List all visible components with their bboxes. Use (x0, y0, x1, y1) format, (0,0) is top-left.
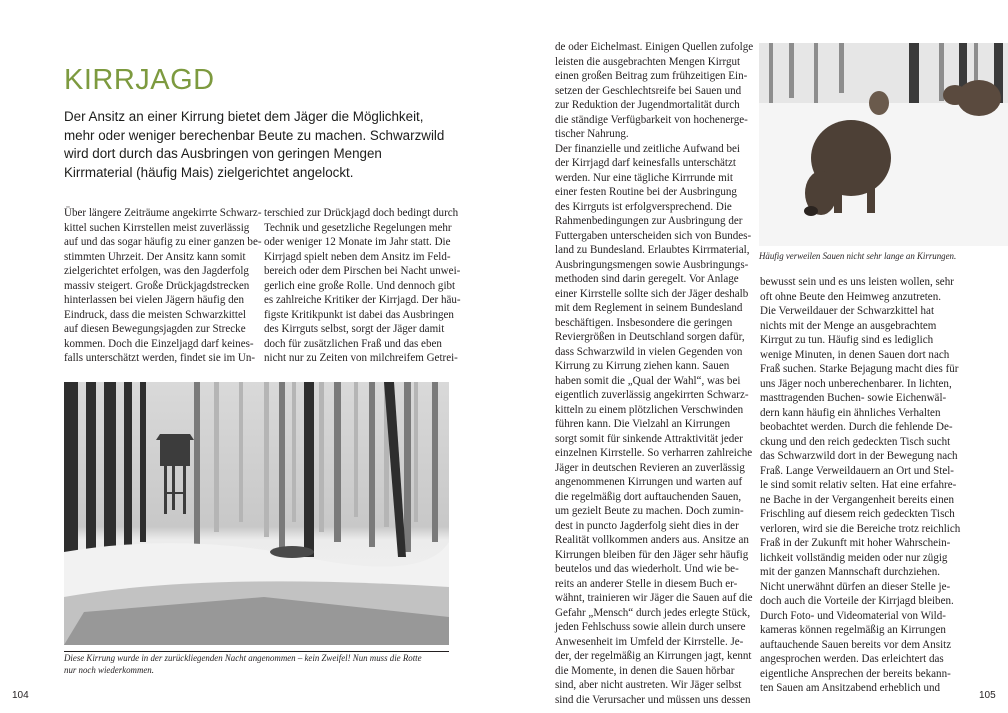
text-line: zielgerichtet erfolgen, was den Jagderfolg (64, 265, 249, 277)
text-column-2 (264, 206, 461, 366)
text-line: uns Jäger noch unberechenbarer. In lichten, (760, 377, 952, 390)
wild-boar-photo (759, 43, 1008, 246)
text-line: verloren, wird sie die Bereiche trotz reichlich (760, 522, 961, 535)
text-line: setzen der Geschlechtsreife bei Sauen und (555, 84, 742, 97)
text-line: einer Kirrstelle sollte sich der Jäger deshalb (555, 287, 749, 300)
text-line: auf und das sogar häufig zu einer ganzen be- (64, 236, 262, 248)
text-line: mit der ganzen Mannschaft durchziehen. (760, 566, 941, 578)
text-line: wähnt, trainieren wir Jäger die Sauen auf die (555, 592, 753, 604)
text-line: dass Schwarzwild in vielen Gegenden von (555, 345, 743, 358)
text-line: Reviergrößen in Deutschland sorgen dafür, (555, 331, 745, 343)
text-line: das Schwarzwild dort in der Bewegung nach (760, 450, 958, 462)
text-line: bereich oder dem Pirschen bei Nacht unwei- (264, 265, 461, 277)
text-line: massiv steigert. Große Drückjagdstrecken (64, 279, 250, 292)
text-line: mit dem Reglement in seinem Bundesland (555, 302, 743, 314)
text-line: sind, aber nicht austreten. Wir Jäger selbst (555, 679, 742, 691)
text-line: ne Bache in der Vergangenheit bereits einen (760, 493, 955, 506)
text-line: oder weniger 12 Monate im Jahr statt. Die (264, 236, 451, 248)
text-line: land zu Bundesland. Erlaubtes Kirrmaterial, (555, 244, 750, 256)
text-column-1 (64, 206, 262, 366)
page-number-right: 105 (979, 690, 996, 701)
photo-caption-right: Häufig verweilen Sauen nicht sehr lange an Kirrungen. (759, 251, 957, 261)
text-line: des Kirrguts ist erfolgversprechend. Die (555, 200, 732, 213)
lead-paragraph: Der Ansitz an einer Kirrung bietet dem Jäger die Möglichkeit, mehr oder weniger berechenbar Beute zu machen. Schwarzwild wird dort durch das Ausbringen von geringen Mengen Kirrmaterial (häufig Mais) zielgerichtet angelockt. (64, 109, 445, 180)
text-line: sind die Verursacher und müssen uns dessen (555, 693, 751, 706)
text-column-3 (555, 40, 754, 707)
text-line: Durch Foto- und Videomaterial von Wild- (760, 609, 946, 622)
text-line: tischer Nahrung. (555, 128, 629, 140)
text-line: stimmten Uhrzeit. Der Ansitz kann somit (64, 250, 246, 263)
text-line: Fraß. Lange Verweildauern an Ort und Stel- (760, 464, 954, 477)
text-line: auftauchende Sauen bereits vor dem Ansitz (760, 638, 952, 651)
text-line: um gezielt Beute zu machen. Doch zumin- (555, 505, 744, 517)
text-line: kameras können regelmäßig an Kirrungen (760, 624, 946, 636)
text-line: terschied zur Drückjagd doch bedingt durch (264, 207, 459, 219)
text-line: einzelnen Kirrstelle. So verharren zahlreiche (555, 447, 753, 459)
text-line: ckung und den reich gedeckten Tisch sucht (760, 435, 951, 448)
text-line: Gefahr „Mensch“ durch jedes erlegte Stück, (555, 606, 751, 619)
wild-boar-illustration (759, 43, 1008, 246)
text-line: beobachtet werden. Durch die fehlende De- (760, 421, 953, 433)
text-line: dest in puncto Jagderfolg sieht dies in der (555, 519, 739, 532)
text-line: Jäger in deutschen Revieren an zuverlässig (555, 461, 745, 474)
text-line: ten Sauen am Ansitzabend erheblich und (760, 682, 941, 694)
text-line: doch auch die Vorteile der Kirrjagd bleiben. (760, 595, 954, 607)
text-line: führen kann. Die Vielzahl an Kirrungen (555, 418, 731, 430)
text-line: zur Reduktion der Jugendmortalität durch (555, 99, 740, 111)
text-line: es zahlreiche Kritiker der Kirrjagd. Der häu- (264, 294, 461, 306)
text-line: jeden Fehlschuss sowie allein durch unsere (555, 621, 746, 633)
text-line: einer festen Routine bei der Ausbringung (555, 186, 737, 198)
text-line: die Momente, in denen die Sauen hörbar (555, 664, 735, 677)
text-line: kitteln zu einem plötzlichen Verschwinden (555, 403, 744, 416)
text-line: Ausbringungsmengen sowie Ausbringungs- (555, 258, 749, 271)
text-line: nicht nur zu Zeiten von milchreifem Getrei- (264, 352, 458, 364)
text-line: der, der regelmäßig an Kirrungen jagt, kennt (555, 650, 752, 662)
text-line: Eindruck, dass die meisten Schwarzkittel (64, 308, 246, 321)
text-line: Technik und gesetzliche Regelungen mehr (264, 221, 452, 234)
text-column-4 (760, 275, 961, 696)
text-line: die regelmäßig dort auftauchenden Sauen, (555, 490, 742, 503)
text-line: nichts mit der Menge an ausgebrachtem (760, 319, 937, 332)
text-line: angenommenen Kirrungen und warten auf (555, 476, 743, 488)
text-line: figste Kritikpunkt ist dabei das Ausbringen (264, 308, 454, 321)
text-line: Kirrungen bleiben für den Jäger sehr häufig (555, 548, 749, 561)
text-line: auf diesen Bewegungsjagden zur Strecke (64, 323, 246, 335)
text-line: Rahmenbedingungen zur Ausbringung der (555, 215, 743, 227)
text-line: kittel suchen Kirrstellen meist zuverlässig (64, 221, 250, 234)
text-line: le sind somit relativ selten. Hat eine erfahre- (760, 479, 957, 491)
text-line: eigentliche Ansprechen der bereits bekann- (760, 667, 951, 680)
text-line: Anwesenheit im Umfeld der Kirrstelle. Je- (555, 635, 744, 648)
text-line: Fraß suchen. Starke Bejagung macht dies für (760, 363, 959, 375)
text-line: masttragenden Buchen- sowie Eichenwäl- (760, 392, 947, 404)
text-line: werden. Nur eine tägliche Kirrrunde mit (555, 171, 733, 184)
text-line: Die Verweildauer der Schwarzkittel hat (760, 305, 935, 317)
forest-hide-photo (64, 382, 449, 645)
text-line: wenige Minuten, in denen Sauen dort nach (760, 348, 950, 361)
text-line: falls unterschätzt werden, findet sie im Un- (64, 352, 256, 364)
text-line: beschäftigen. Insbesondere die geringen (555, 316, 733, 329)
page-number-left: 104 (12, 690, 29, 701)
text-line: Der finanzielle und zeitliche Aufwand bei (555, 142, 740, 155)
text-line: sorgt somit für sinkende Attraktivität jeder (555, 432, 743, 445)
chapter-title: KIRRJAGD (64, 64, 215, 96)
text-line: haben somit die „Qual der Wahl“, was bei (555, 374, 741, 387)
text-line: gerlich eine große Rolle. Und dennoch gibt (264, 279, 456, 292)
text-line: einen großen Beitrag zum frühzeitigen Ein- (555, 70, 748, 82)
forest-hide-illustration (64, 382, 449, 645)
text-line: beutelos und das wiederholt. Und wie be- (555, 563, 739, 575)
text-line: der Kirrjagd darf keinesfalls unterschätzt (555, 157, 736, 169)
text-line: Fraß in der Zukunft mit hoher Wahrschein- (760, 537, 951, 549)
photo-caption-left (64, 651, 449, 676)
text-line: Futtergaben unterscheiden sich von Bundes- (555, 229, 752, 242)
text-line: angesprochen werden. Das erleichtert das (760, 653, 944, 665)
text-line: Frischling auf diesem reich gedeckten Tisch (760, 508, 955, 520)
text-line: Realität vollkommen anders aus. Ansitze an (555, 534, 749, 546)
text-line: die ständige Verfügbarkeit von hochenerge- (555, 113, 748, 126)
text-line: reits an anderer Stelle in diesem Buch er- (555, 577, 738, 590)
text-line: leisten die ausgebrachten Mengen Kirrgut (555, 55, 741, 68)
text-line: methoden sind darin geregelt. Vor Anlage (555, 273, 739, 285)
text-line: Nicht unerwähnt dürfen an dieser Stelle je- (760, 580, 951, 593)
text-line: doch für zusätzlichen Fraß und das eben (264, 337, 442, 350)
text-line: bewusst sein und es uns leisten wollen, sehr (760, 276, 954, 288)
caption-line: nur noch wiederkommen. (64, 664, 154, 675)
text-line: eigentlich zuverlässig angekirrten Schwarz- (555, 389, 749, 401)
text-line: Kirrjagd spielt neben dem Ansitz im Feld- (264, 250, 451, 263)
text-line: Über längere Zeiträume angekirrte Schwarz- (64, 207, 262, 219)
text-line: des Kirrguts selbst, sorgt der Jäger damit (264, 323, 445, 335)
text-line: dern kann häufig ein ähnliches Verhalten (760, 406, 941, 419)
text-line: de oder Eichelmast. Einigen Quellen zufolge (555, 41, 754, 53)
caption-line: Diese Kirrung wurde in der zurückliegenden Nacht angenommen – kein Zweifel! Nun muss die Rotte (64, 653, 422, 663)
text-line: oft ohne Beute den Heimweg anzutreten. (760, 290, 941, 303)
text-line: kommen. Doch die Einzeljagd darf keines- (64, 337, 254, 350)
text-line: lichkeit vollständig meiden oder nur zügig (760, 551, 948, 564)
text-line: Kirrgut zu tun. Häufig sind es lediglich (760, 334, 934, 346)
text-line: hinterlassen bei vielen Jägern häufig den (64, 294, 245, 306)
text-line: Kirrung zu Kirrung ziehen kann. Sauen (555, 360, 730, 372)
